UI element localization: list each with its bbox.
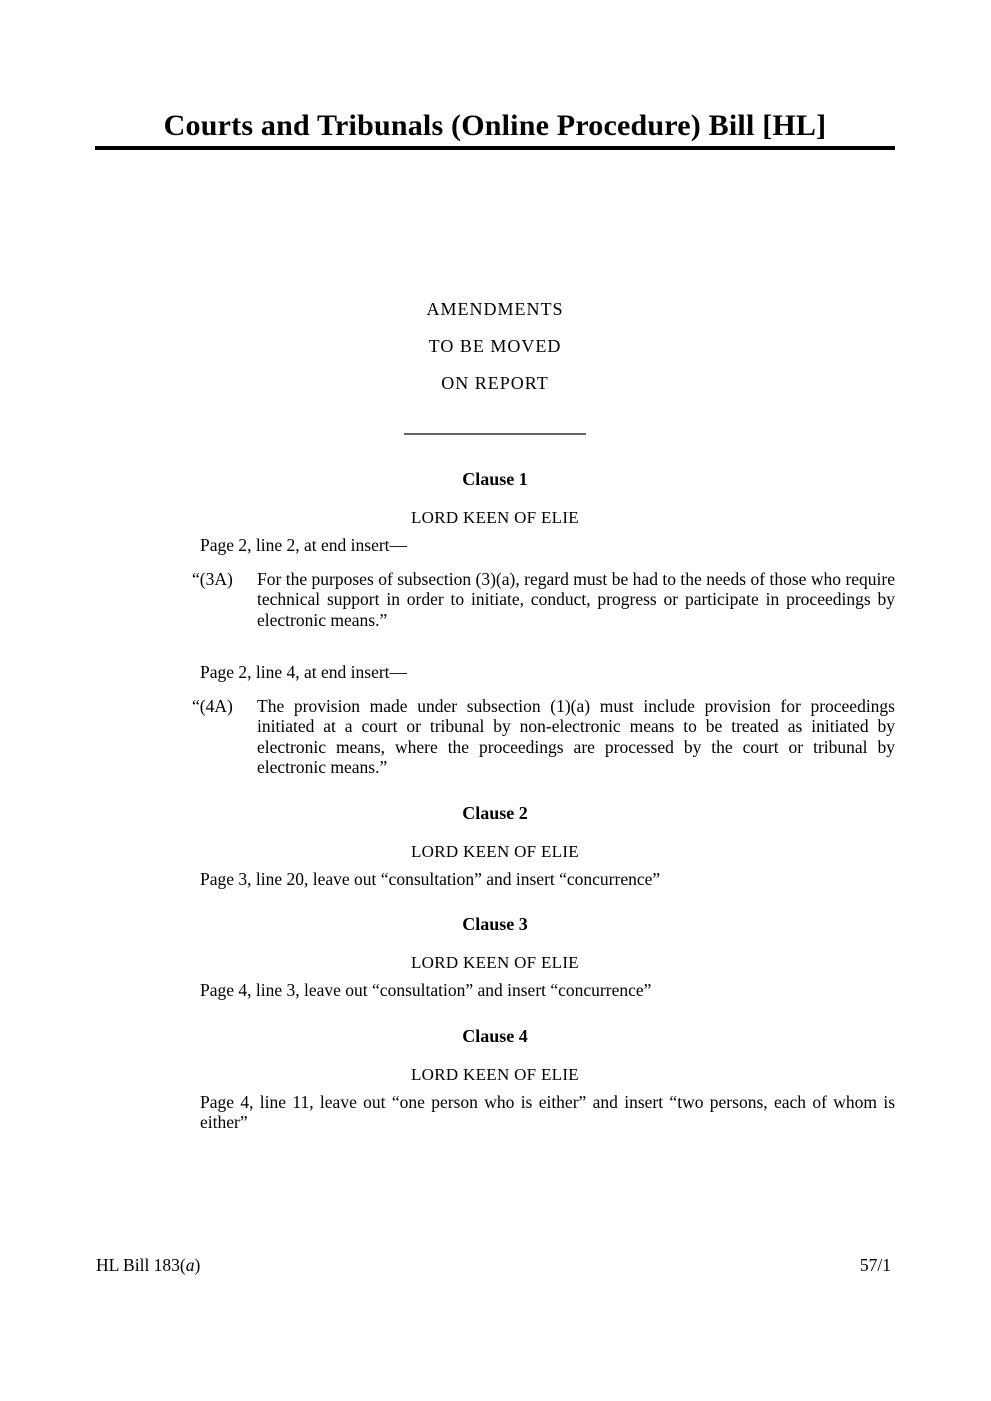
subsection-text: For the purposes of subsection (3)(a), regard must be had to the needs of those who require technical support in order to initiate, conduct, progress or participate in proceedings by electronic means.” (257, 568, 895, 630)
bill-title: Courts and Tribunals (Online Procedure) Bill [HL] (163, 109, 827, 142)
clause-4-mover: LORD KEEN OF ELIE (411, 1064, 579, 1084)
footer-bill-number-suffix: ) (194, 1255, 201, 1275)
doc-heading-line-3: ON REPORT (441, 373, 549, 393)
clause-1-mover: LORD KEEN OF ELIE (411, 508, 579, 527)
subsection-label: “(3A) (192, 568, 233, 589)
clause-2-section (95, 802, 895, 890)
doc-heading-line-2: TO BE MOVED (428, 336, 562, 356)
clause-2-mover: LORD KEEN OF ELIE (411, 841, 579, 861)
amendment-instruction: Page 4, line 11, leave out “one person who is either” and insert “two persons, each of whom is either” (200, 1091, 895, 1132)
page-footer (96, 1255, 891, 1276)
footer-bill-number-letter: a (185, 1255, 195, 1275)
amendment-instruction: Page 2, line 2, at end insert— (200, 535, 408, 555)
amendment-instruction: Page 3, line 20, leave out “consultation” and insert “concurrence” (200, 868, 661, 889)
clause-3-heading: Clause 3 (462, 914, 528, 934)
subsection-text: The provision made under subsection (1)(a) must include provision for proceedings initiated at a court or tribunal by non-electronic means to be treated as initiated by electronic means, where the proceedings are processed by the court or tribunal by electronic means.” (257, 695, 895, 777)
footer-page-ref: 57/1 (859, 1255, 891, 1275)
amendment-subsection (192, 569, 895, 631)
clause-1-section (95, 468, 895, 778)
clause-4-section (95, 1025, 895, 1133)
footer-bill-number-prefix: HL Bill 183( (96, 1255, 186, 1275)
footer-bill-number (96, 1255, 200, 1276)
clause-2-heading: Clause 2 (462, 802, 528, 823)
section-divider (404, 433, 586, 435)
amendment-instruction: Page 4, line 3, leave out “consultation” and insert “concurrence” (200, 980, 652, 1000)
clause-1-heading: Clause 1 (462, 469, 528, 489)
subsection-label: “(4A) (192, 695, 233, 716)
title-double-rule (95, 146, 895, 150)
clause-4-heading: Clause 4 (462, 1025, 528, 1046)
doc-heading (95, 300, 895, 392)
amendment-instruction: Page 2, line 4, at end insert— (200, 662, 408, 682)
doc-heading-line-1: AMENDMENTS (426, 299, 564, 319)
amendment-subsection (192, 696, 895, 778)
clause-3-section (95, 913, 895, 1001)
clause-3-mover: LORD KEEN OF ELIE (411, 953, 579, 972)
